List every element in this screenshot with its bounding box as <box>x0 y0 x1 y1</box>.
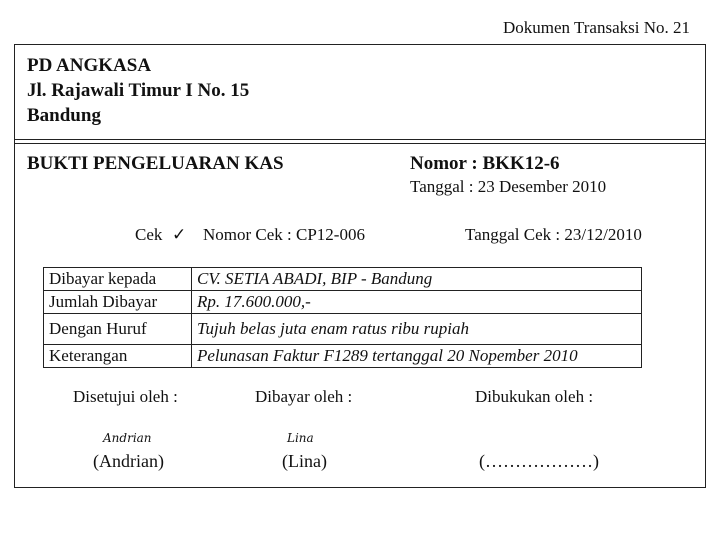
cheque-label: Cek <box>135 225 163 244</box>
amount-in-words-label: Dengan Huruf <box>44 314 192 345</box>
cheque-number: Nomor Cek : CP12-006 <box>203 225 365 244</box>
description-label: Keterangan <box>44 345 192 368</box>
table-row <box>44 291 642 314</box>
paid-to-value: CV. SETIA ABADI, BIP - Bandung <box>192 268 642 291</box>
company-name: PD ANGKASA <box>27 55 152 76</box>
booked-by-label: Dibukukan oleh : <box>475 387 594 406</box>
payer-signature: Lina <box>287 431 314 445</box>
table-row <box>44 345 642 368</box>
voucher-date: Tanggal : 23 Desember 2010 <box>410 177 607 196</box>
amount-in-words-value: Tujuh belas juta enam ratus ribu rupiah <box>192 314 642 345</box>
check-mark-icon: ✓ <box>172 225 187 244</box>
voucher-number: Nomor : BKK12-6 <box>410 153 560 174</box>
header-divider-top <box>15 139 705 140</box>
cheque-row <box>15 225 705 247</box>
approved-by-label: Disetujui oleh : <box>73 387 178 406</box>
company-header <box>27 53 249 128</box>
company-address: Jl. Rajawali Timur I No. 15 <box>27 80 250 101</box>
paid-by-label: Dibayar oleh : <box>255 387 353 406</box>
cash-disbursement-voucher <box>14 44 706 488</box>
approver-signature: Andrian <box>103 431 152 445</box>
amount-value: Rp. 17.600.000,- <box>192 291 642 314</box>
approver-name: (Andrian) <box>93 451 164 471</box>
header-divider-bottom <box>15 143 705 144</box>
table-row <box>44 268 642 291</box>
document-number: Dokumen Transaksi No. 21 <box>502 18 690 37</box>
table-row <box>44 314 642 345</box>
bookkeeper-name: (………………) <box>479 451 599 471</box>
company-city: Bandung <box>27 105 101 126</box>
voucher-title: BUKTI PENGELUARAN KAS <box>27 153 284 174</box>
payer-name: (Lina) <box>282 451 327 471</box>
description-value: Pelunasan Faktur F1289 tertanggal 20 Nopember 2010 <box>192 345 642 368</box>
cheque-date: Tanggal Cek : 23/12/2010 <box>465 225 642 244</box>
payment-details-table <box>43 267 642 368</box>
paid-to-label: Dibayar kepada <box>44 268 192 291</box>
amount-label: Jumlah Dibayar <box>44 291 192 314</box>
